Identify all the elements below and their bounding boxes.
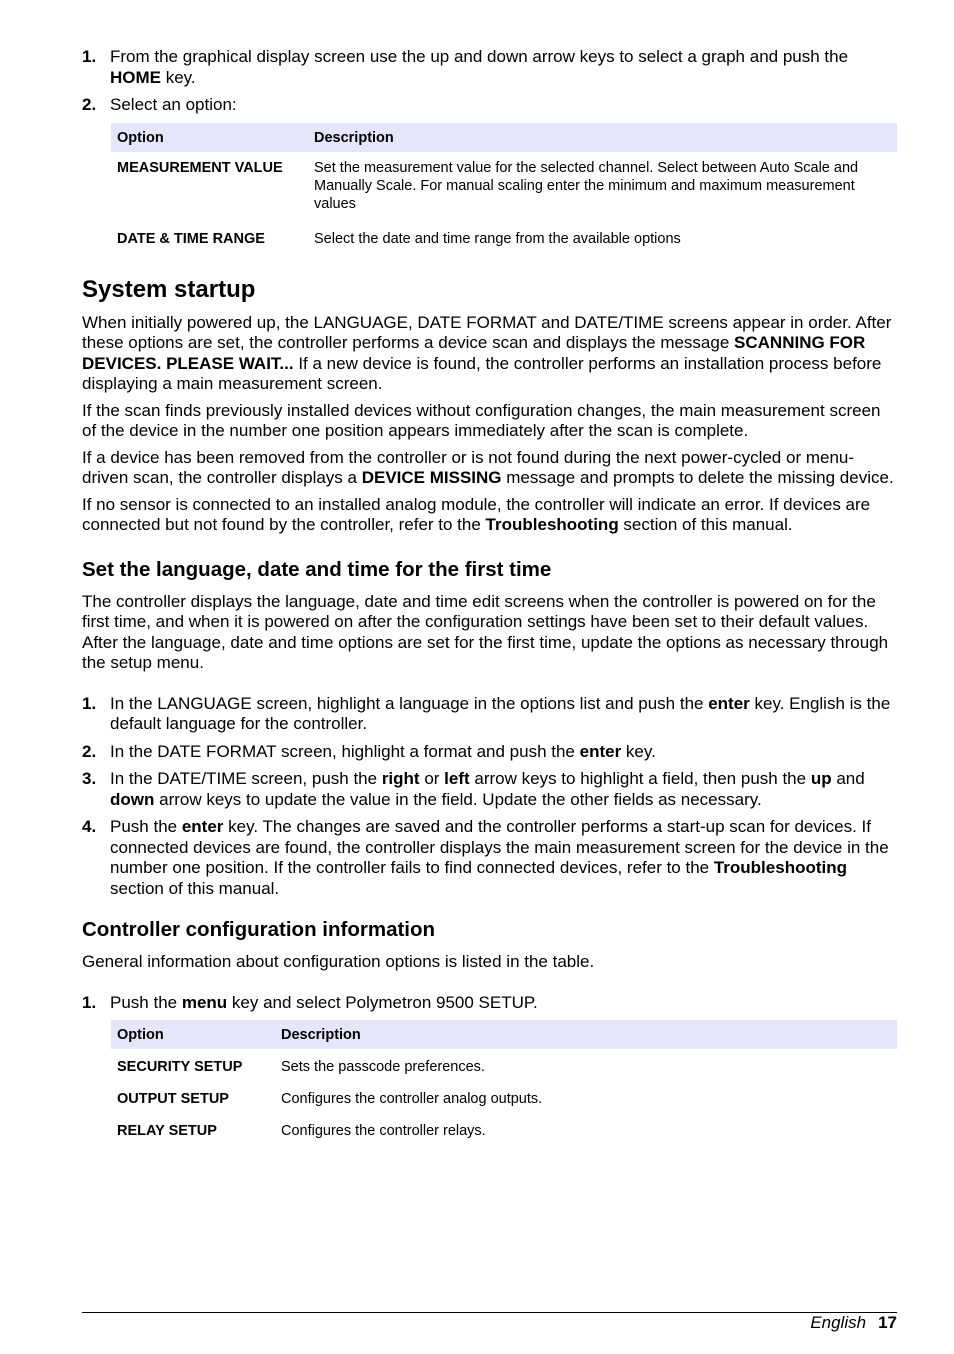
text-run: key. The changes are saved and the controller performs a start-up scan for devices. If connected devices are found, the controller displays the main measurement screen for the device in the number one position. If the controller fails to find connected devices, refer to the bbox=[110, 817, 889, 877]
text-run: Push the bbox=[110, 817, 182, 836]
option-cell: RELAY SETUP bbox=[117, 1123, 217, 1139]
text-run: key. English is the default language for the controller. bbox=[110, 693, 891, 733]
column-header-option: Option bbox=[111, 123, 308, 152]
table-row bbox=[111, 217, 897, 252]
text-run: key. bbox=[621, 741, 656, 761]
text-run: When initially powered up, the LANGUAGE, DATE FORMAT and DATE/TIME screens appear in order. After these options are set, the controller performs a device scan and displays the message bbox=[82, 312, 892, 352]
step-number: 1. bbox=[82, 992, 97, 1012]
step-number: 2. bbox=[82, 741, 97, 761]
paragraph: General information about configuration options is listed in the table. bbox=[82, 952, 595, 971]
description-cell: Configures the controller relays. bbox=[281, 1123, 486, 1139]
list-item bbox=[82, 694, 897, 735]
bold-text: enter bbox=[708, 693, 750, 713]
option-cell: DATE & TIME RANGE bbox=[117, 230, 265, 247]
list-item bbox=[82, 817, 897, 899]
bold-text: enter bbox=[579, 741, 622, 761]
paragraph bbox=[82, 448, 897, 489]
section-title-language: Set the language, date and time for the first time bbox=[82, 557, 552, 581]
option-cell: SECURITY SETUP bbox=[117, 1059, 243, 1075]
document-page bbox=[82, 0, 897, 1145]
text-run: key. bbox=[161, 67, 196, 87]
bold-text: left bbox=[444, 769, 470, 788]
text-run: message and prompts to delete the missing device. bbox=[501, 468, 894, 487]
text-run: Select an option: bbox=[110, 95, 237, 114]
options-table-graph bbox=[111, 123, 897, 252]
bold-text: DEVICE MISSING bbox=[361, 468, 502, 487]
bold-text: menu bbox=[181, 992, 228, 1012]
paragraph bbox=[82, 401, 897, 442]
section-title-system-startup: System startup bbox=[82, 275, 256, 303]
description-cell: Configures the controller analog outputs. bbox=[281, 1091, 543, 1107]
text-run: section of this manual. bbox=[618, 515, 793, 534]
step-number: 1. bbox=[82, 47, 97, 66]
bold-text: HOME bbox=[110, 67, 161, 87]
text-run: Push the bbox=[110, 992, 182, 1012]
paragraph bbox=[82, 495, 897, 536]
section-title-config: Controller configuration information bbox=[82, 918, 436, 941]
column-header-description: Description bbox=[308, 123, 897, 152]
option-cell: MEASUREMENT VALUE bbox=[117, 159, 283, 176]
page-number: 17 bbox=[878, 1313, 897, 1332]
description-cell: Set the measurement value for the selected channel. Select between Auto Scale and Manually Scale. For manual scaling enter the minimum and maximum measurement values bbox=[314, 159, 859, 212]
bold-text: Troubleshooting bbox=[485, 515, 619, 534]
paragraph-line: The controller displays the language, date and time edit screens when the controller is powered on for the first time, and when it is powered on after the configuration settings have been set to their default values. bbox=[82, 591, 876, 631]
text-run: In the DATE/TIME screen, push the bbox=[110, 769, 382, 788]
column-header-description: Description bbox=[275, 1020, 897, 1049]
text-run: If no sensor is connected to an installed analog module, the controller will indicate an error. If devices are connected but not found by the controller, refer to the bbox=[82, 494, 871, 534]
column-header-option: Option bbox=[111, 1020, 275, 1049]
text-run: key and select Polymetron 9500 SETUP. bbox=[227, 992, 538, 1012]
table-header-row bbox=[111, 1020, 897, 1049]
text-run: and bbox=[831, 769, 865, 788]
step-number: 1. bbox=[82, 693, 97, 713]
table-row bbox=[111, 1081, 897, 1113]
bold-text: SCANNING FOR DEVICES. PLEASE WAIT... bbox=[82, 333, 866, 373]
page-footer bbox=[82, 1312, 897, 1332]
page-indicator bbox=[810, 1313, 897, 1333]
description-cell: Select the date and time range from the available options bbox=[314, 230, 681, 247]
paragraph-line: After the language, date and time options are set for the first time, update the options as necessary through the setup menu. bbox=[82, 632, 889, 672]
description-cell: Sets the passcode preferences. bbox=[281, 1059, 485, 1075]
text-run: In the DATE FORMAT screen, highlight a format and push the bbox=[110, 741, 580, 761]
list-item bbox=[82, 47, 897, 88]
bold-text: right bbox=[381, 769, 420, 788]
bold-text: enter bbox=[181, 817, 224, 836]
table-row bbox=[111, 1113, 897, 1145]
text-run: or bbox=[419, 769, 445, 788]
step-number: 4. bbox=[82, 817, 97, 836]
list-item bbox=[82, 769, 897, 810]
list-item bbox=[82, 742, 897, 763]
option-cell: OUTPUT SETUP bbox=[117, 1091, 229, 1107]
text-run: In the LANGUAGE screen, highlight a language in the options list and push the bbox=[110, 693, 709, 713]
intro-steps bbox=[82, 47, 897, 116]
paragraph bbox=[82, 592, 897, 674]
bold-text: up bbox=[810, 769, 832, 788]
step-number: 2. bbox=[82, 95, 97, 114]
list-item bbox=[82, 993, 897, 1014]
table-row bbox=[111, 152, 897, 217]
paragraph bbox=[82, 313, 897, 395]
text-run: section of this manual. bbox=[110, 878, 280, 898]
text-run: If a new device is found, the controller performs an installation process before displaying a main measurement screen. bbox=[82, 353, 882, 393]
bold-text: down bbox=[110, 789, 155, 809]
config-steps bbox=[82, 993, 897, 1014]
options-table-setup bbox=[111, 1020, 897, 1145]
language-steps bbox=[82, 694, 897, 900]
footer-language: English bbox=[810, 1313, 867, 1332]
list-item bbox=[82, 95, 897, 116]
step-number: 3. bbox=[82, 769, 97, 788]
table-row bbox=[111, 1049, 897, 1081]
text-run: If the scan finds previously installed devices without configuration changes, the main measurement screen of the device in the number one position appears immediately after the scan is complete. bbox=[82, 400, 881, 440]
text-run: From the graphical display screen use the up and down arrow keys to select a graph and push the bbox=[110, 47, 849, 66]
table-header-row bbox=[111, 123, 897, 152]
text-run: If a device has been removed from the controller or is not found during the next power-cycled or menu-driven scan, the controller displays a bbox=[82, 447, 855, 487]
text-run: arrow keys to update the value in the field. Update the other fields as necessary. bbox=[154, 789, 762, 809]
text-run: arrow keys to highlight a field, then push the bbox=[469, 769, 811, 788]
bold-text: Troubleshooting bbox=[713, 858, 847, 877]
